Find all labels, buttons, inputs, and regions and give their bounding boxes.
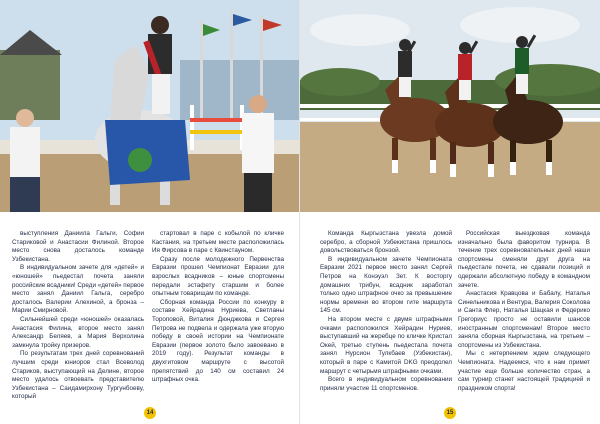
paragraph: Команда Кыргызстана увезла домой серебро, а сборной Узбекистана пришлось довольствоваться бронзой. bbox=[320, 230, 452, 255]
paragraph: Всего в индивидуальном соревновании приняли участие 11 спортсменов. bbox=[320, 376, 452, 392]
paragraph: Сильнейшей среди «юношей» оказалась Анастасия Филина, второе место занял Александр Беляев, а Мария Верхолина замкнула тройку призеров. bbox=[12, 315, 144, 349]
paragraph: В индивидуальном зачете для «детей» и «юношей» пьедестал почета заняли российские всадники! Среди «детей» первое место занял Даниил Гальга, серебро досталось Валерии Алехиной, а бронза – Марии Смирновой. bbox=[12, 264, 144, 315]
paragraph: Сборная команда России по конкуру в составе Хейрадина Нуриева, Светланы Тороповой, Виталия Дюнджкова и Сергея Петрова не подвела и одержала уже вторую победу в своей истории на Чемпионате Евразии (первое золото было завоевано в 2019 году). Результат команды в двухгитовом маршруте с высотой препятствий до 140 см составил 24 штрафных очка. bbox=[152, 298, 284, 384]
right-column-2 bbox=[458, 230, 590, 393]
photo-illustration-right bbox=[300, 0, 600, 212]
right-column-1 bbox=[320, 230, 452, 393]
paragraph: На втором месте с двумя штрафными очками расположился Хейрадин Нуриев, выступавший на жеребце по кличке Кристал Окей, третью ступень пьедестала почета занял Нурсион Тулкбаев (Узбекистан), который в паре с Камитой DKG преодолел маршрут с четырьмя штрафными очками. bbox=[320, 315, 452, 375]
page-number-badge: 14 bbox=[144, 407, 156, 419]
paragraph: В индивидуальном зачете Чемпионата Евразии 2021 первое место занял Сергей Петров на Конэуэл Зет. К восторгу домашних трибун, всадник заработал только одно штрафное очко за превышение нормы времени во втором гите маршрута 145 см. bbox=[320, 255, 452, 315]
right-page bbox=[300, 0, 600, 424]
photo-horse-award-ceremony bbox=[0, 0, 300, 212]
photo-riders-celebrating bbox=[300, 0, 600, 212]
paragraph: Анастасия Кравцова и Бабалу, Наталья Синельникова и Вентура, Валерия Соколова и Санта Флер, Наталья Шацкая и Федерико Грегориус просто не оставили шансов иностранным спортсменам! Второе место заняла сборная Кыргызстана, на третьем – спортсмены из Узбекистана. bbox=[458, 290, 590, 349]
paragraph: стартовал в паре с кобылой по кличке Кастания, на третьем месте расположилась Ия Фирсова в паре с Квинстауном. bbox=[152, 230, 284, 255]
paragraph: По результатам трех дней соревнований лучшим среди юниоров стал Всеволод Стариков, выступающий на Делине, второе место удалось отвоевать представителю Узбекистана – Саидамирхону Тургунбоеву, который bbox=[12, 350, 144, 401]
paragraph: Сразу после молодежного Первенства Евразии прошел Чемпионат Евразии для взрослых всадников – юные спортсмены передали эстафету старшим и более опытным товарищам по команде. bbox=[152, 255, 284, 298]
paragraph: Российская выездковая команда изначально была фаворитом турнира. В течение трех соревновательных дней наши спортсмены сменяли друг друга на пьедестале почета, не сдавали позиций и одержали абсолютную победу в командном зачете. bbox=[458, 230, 590, 289]
page-number-badge: 15 bbox=[444, 407, 456, 419]
photo-illustration-left bbox=[0, 0, 300, 212]
paragraph: Мы с нетерпением ждем следующего Чемпионата. Надеемся, что к нам примет участие еще больше количество стран, а сам турнир станет настоящей традицией и праздником спорта! bbox=[458, 350, 590, 392]
left-column-1 bbox=[12, 230, 144, 402]
left-column-2 bbox=[152, 230, 284, 385]
paragraph: выступления Даниила Гальги, Софии Стариковой и Анастасии Филиной. Второе место снова досталось команде Узбекистана. bbox=[12, 230, 144, 263]
